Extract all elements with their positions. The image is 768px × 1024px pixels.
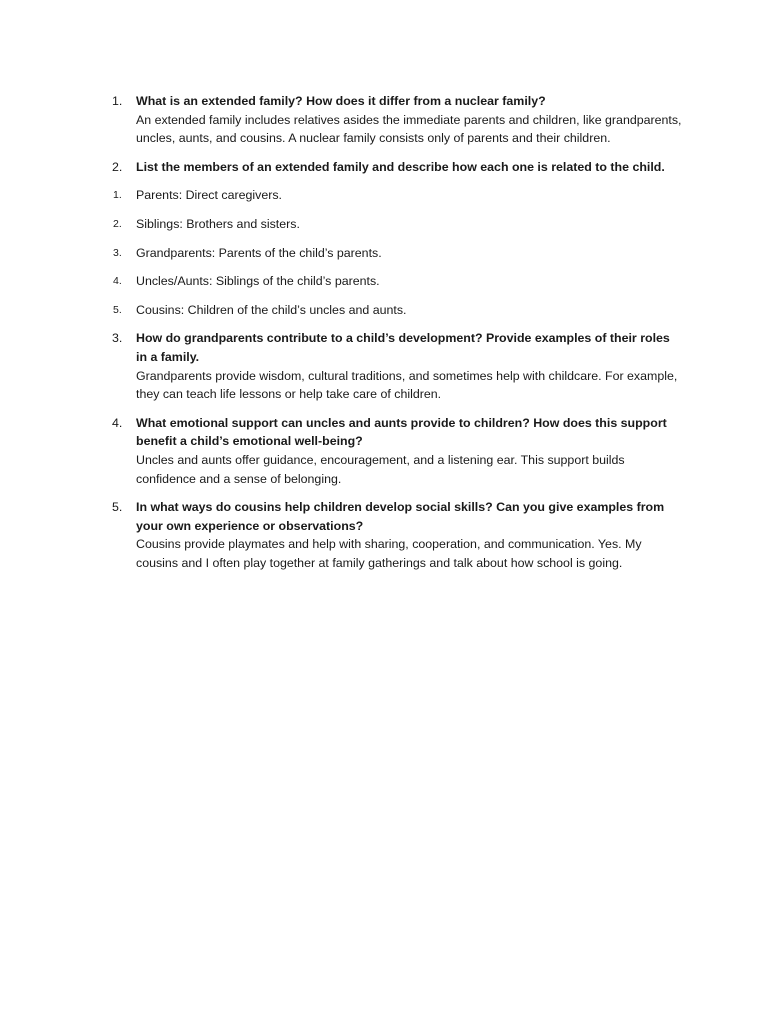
question-item-1 — [112, 92, 684, 148]
list-number: 4. — [112, 415, 123, 430]
member-item-parents — [112, 186, 684, 205]
answer-text: An extended family includes relatives asides the immediate parents and children, like grandparents, uncles, aunts, and cousins. A nuclear family consists only of parents and their children. — [136, 112, 682, 146]
question-text: How do grandparents contribute to a child’s development? Provide examples of their roles in a family. — [136, 331, 670, 364]
sub-list-number: 3. — [113, 246, 122, 259]
answer-text: Cousins provide playmates and help with sharing, cooperation, and communication. Yes. My cousins and I often play together at family gatherings and talk about how school is going. — [136, 537, 642, 570]
member-text: Uncles/Aunts: Siblings of the child’s parents. — [136, 274, 380, 289]
member-text: Cousins: Children of the child’s uncles and aunts. — [136, 302, 407, 317]
sub-list-number: 1. — [113, 189, 122, 202]
list-number: 2. — [112, 159, 123, 174]
member-text: Parents: Direct caregivers. — [136, 188, 282, 203]
sub-list-number: 5. — [113, 303, 122, 316]
answer-text: Uncles and aunts offer guidance, encouragement, and a listening ear. This support builds confidence and a sense of belonging. — [136, 452, 625, 486]
question-item-4 — [112, 414, 684, 488]
list-number: 1. — [112, 94, 123, 108]
question-text: In what ways do cousins help children develop social skills? Can you give examples from your own experience or observations? — [136, 500, 665, 533]
question-text: What is an extended family? How does it differ from a nuclear family? — [136, 94, 546, 108]
list-number: 3. — [112, 331, 123, 346]
sub-list-number: 2. — [113, 217, 122, 230]
member-text: Grandparents: Parents of the child’s parents. — [136, 245, 382, 260]
question-item-3 — [112, 329, 684, 403]
sub-list-number: 4. — [113, 275, 122, 288]
question-item-2 — [112, 158, 684, 177]
member-text: Siblings: Brothers and sisters. — [136, 216, 300, 231]
list-number: 5. — [112, 500, 123, 515]
member-item-uncles-aunts — [112, 272, 684, 291]
member-item-siblings — [112, 215, 684, 234]
member-item-cousins — [112, 301, 684, 320]
member-item-grandparents — [112, 244, 684, 263]
document-body — [112, 92, 684, 582]
question-text: List the members of an extended family and describe how each one is related to the child. — [136, 159, 665, 174]
question-text: What emotional support can uncles and aunts provide to children? How does this support benefit a child’s emotional well-being? — [136, 415, 667, 449]
answer-text: Grandparents provide wisdom, cultural traditions, and sometimes help with childcare. For example, they can teach life lessons or help take care of children. — [136, 368, 678, 402]
question-item-5 — [112, 498, 684, 572]
